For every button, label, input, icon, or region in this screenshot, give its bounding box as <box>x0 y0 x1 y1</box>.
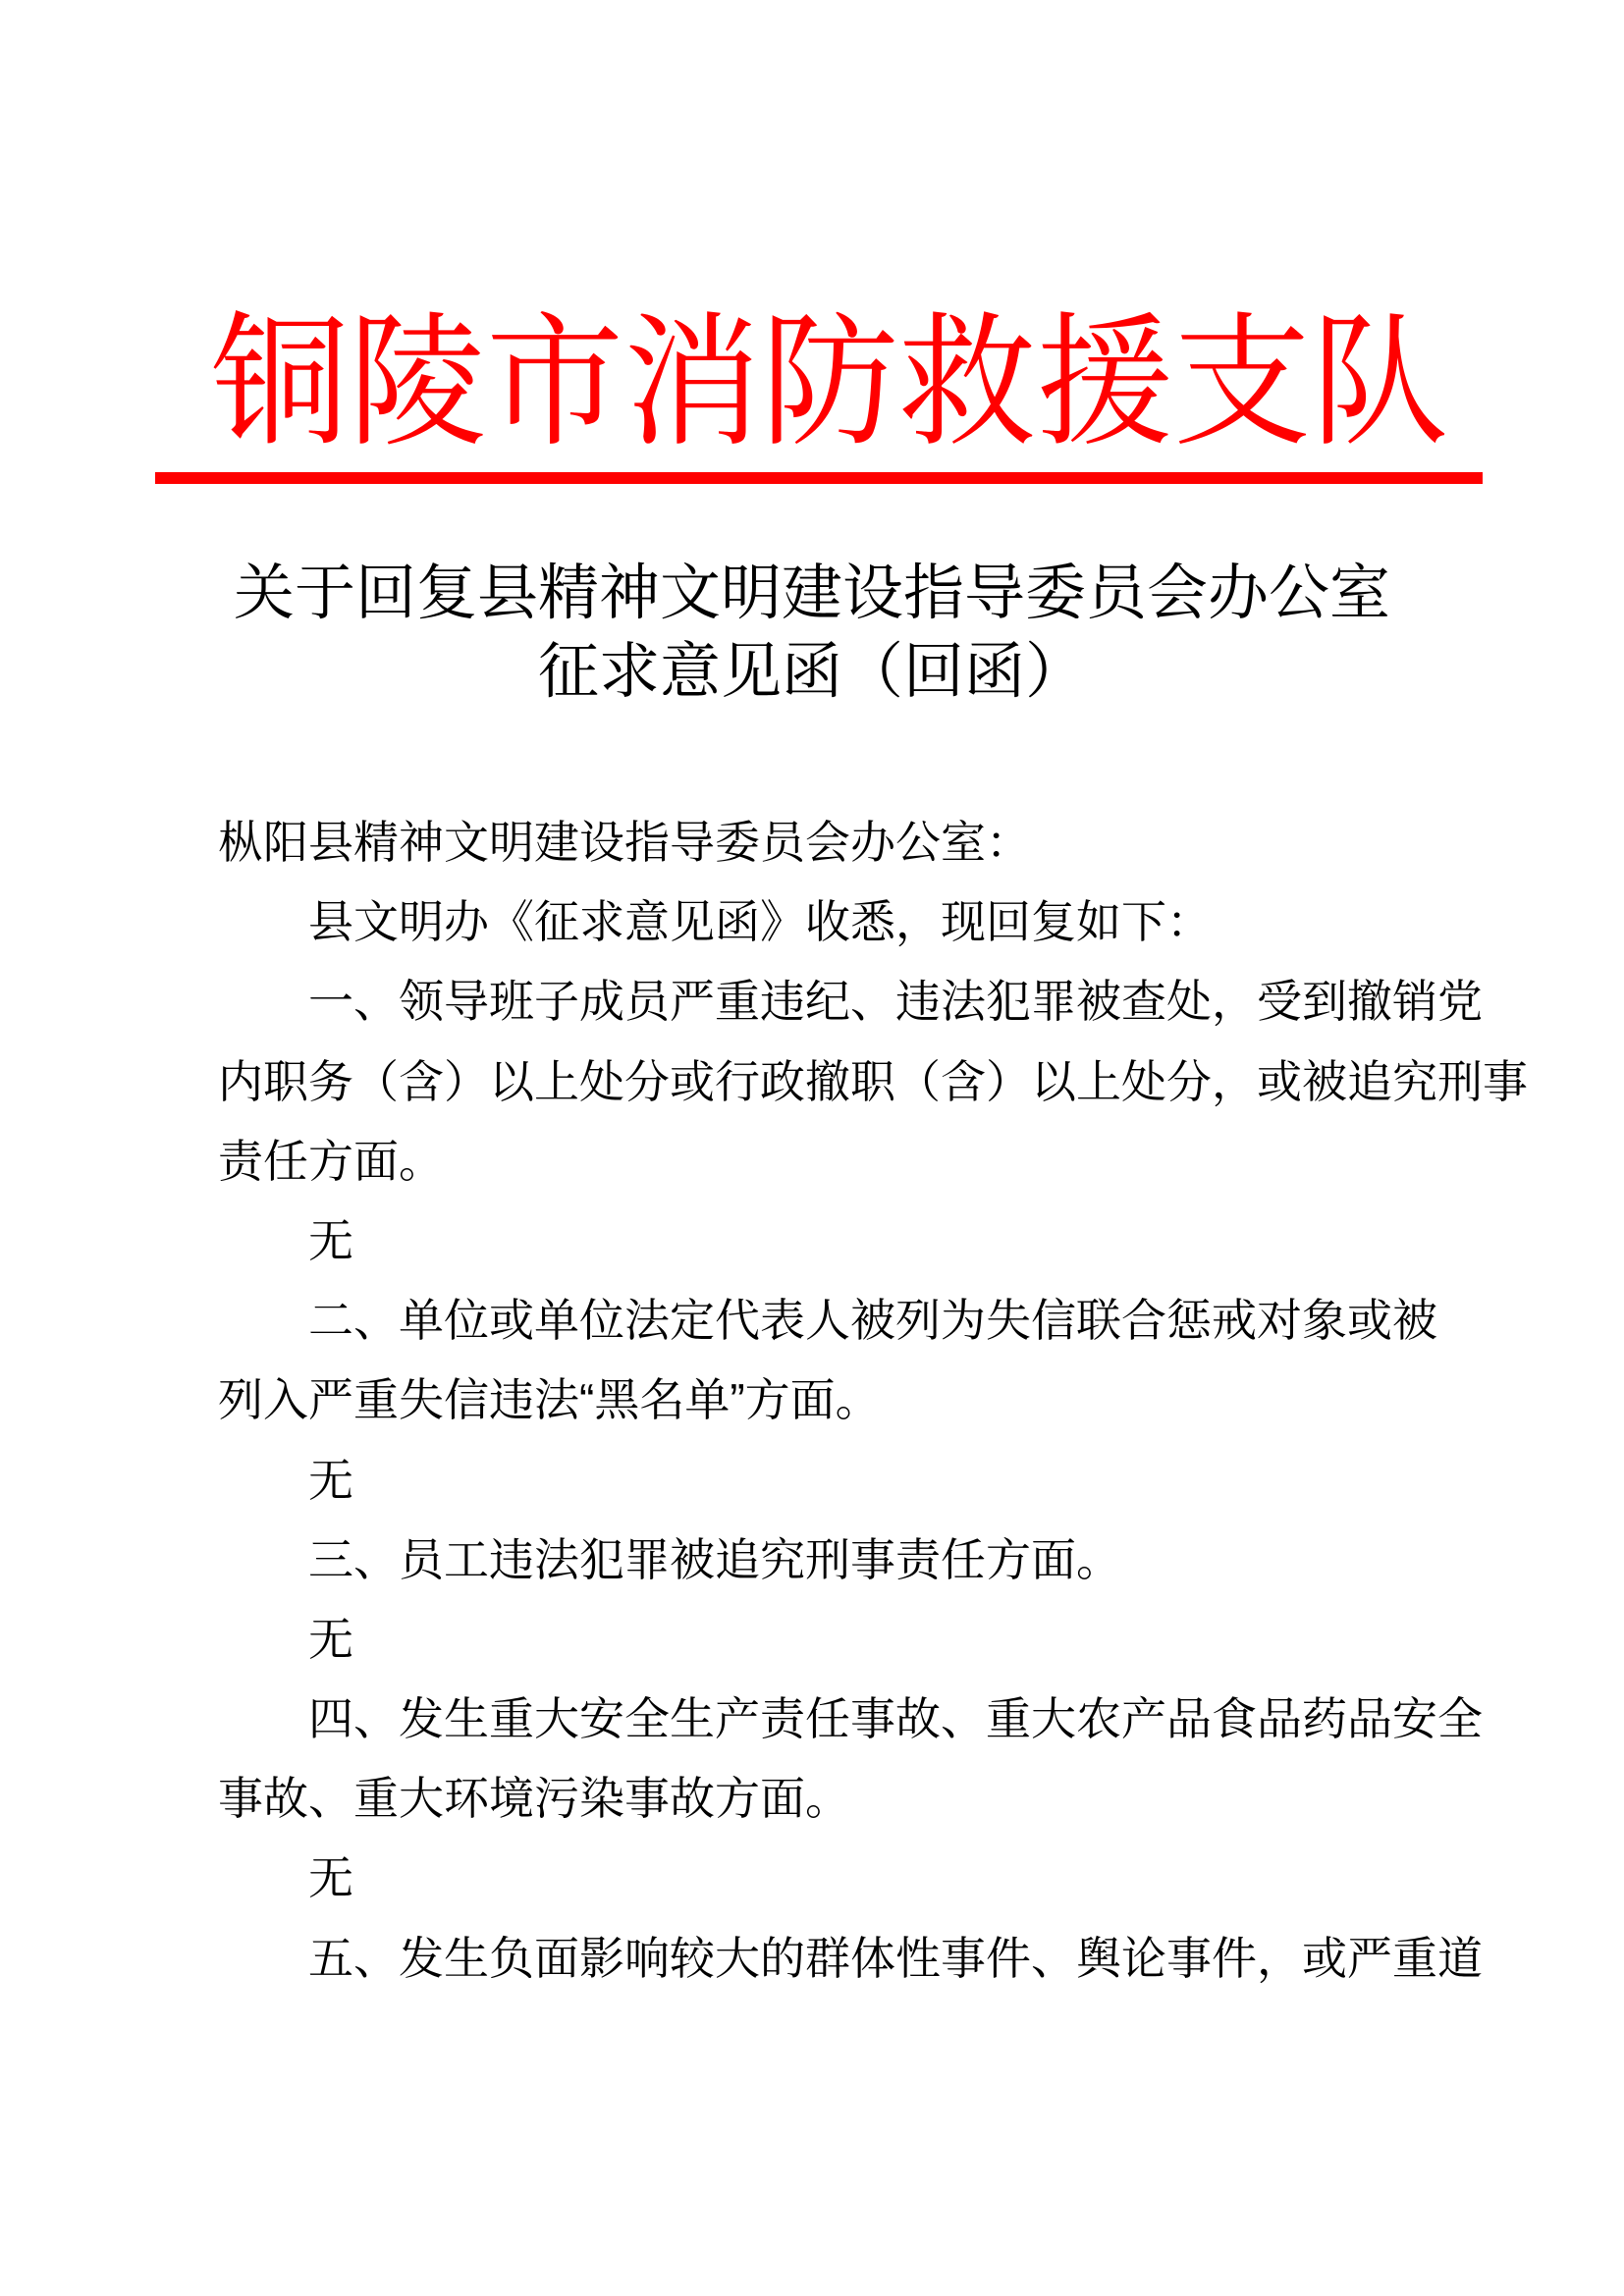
answer3: 无 <box>308 1613 353 1665</box>
org-char: 市 <box>486 301 624 463</box>
item3-line: 三、员工违法犯罪被追究刑事责任方面。 <box>308 1533 1121 1585</box>
org-char: 支 <box>1173 301 1312 463</box>
org-char: 队 <box>1311 301 1449 463</box>
answer4: 无 <box>308 1852 353 1904</box>
org-char: 援 <box>1036 301 1174 463</box>
item4-line: 四、发生重大安全生产责任事故、重大农产品食品药品安全 <box>308 1693 1483 1745</box>
item1-line: 一、领导班子成员严重违纪、违法犯罪被查处，受到撤销党 <box>308 976 1483 1028</box>
document-title-line1: 关于回复县精神文明建设指导委员会办公室 <box>233 560 1390 627</box>
org-char: 陵 <box>349 301 487 463</box>
red-divider <box>155 472 1483 484</box>
intro-paragraph: 县文明办《征求意见函》收悉，现回复如下： <box>308 896 1212 948</box>
answer1: 无 <box>308 1214 353 1266</box>
organization-header <box>211 299 1449 466</box>
item4-line: 事故、重大环境污染事故方面。 <box>218 1773 850 1825</box>
org-char: 防 <box>761 301 899 463</box>
letter-body <box>218 803 1528 1999</box>
item1-line: 责任方面。 <box>218 1135 444 1187</box>
org-char: 救 <box>898 301 1037 463</box>
answer2: 无 <box>308 1454 353 1506</box>
document-title-line2: 征求意见函（回函） <box>537 638 1086 706</box>
org-char: 消 <box>623 301 762 463</box>
item2-line: 二、单位或单位法定代表人被列为失信联合惩戒对象或被 <box>308 1295 1437 1347</box>
org-char: 铜 <box>211 301 350 463</box>
salutation: 枞阳县精神文明建设指导委员会办公室： <box>218 817 1031 868</box>
item1-line: 内职务（含）以上处分或行政撤职（含）以上处分，或被追究刑事 <box>218 1055 1528 1107</box>
item2-line: 列入严重失信违法“黑名单”方面。 <box>218 1374 881 1426</box>
item5-line: 五、发生负面影响较大的群体性事件、舆论事件，或严重道 <box>308 1932 1483 1984</box>
